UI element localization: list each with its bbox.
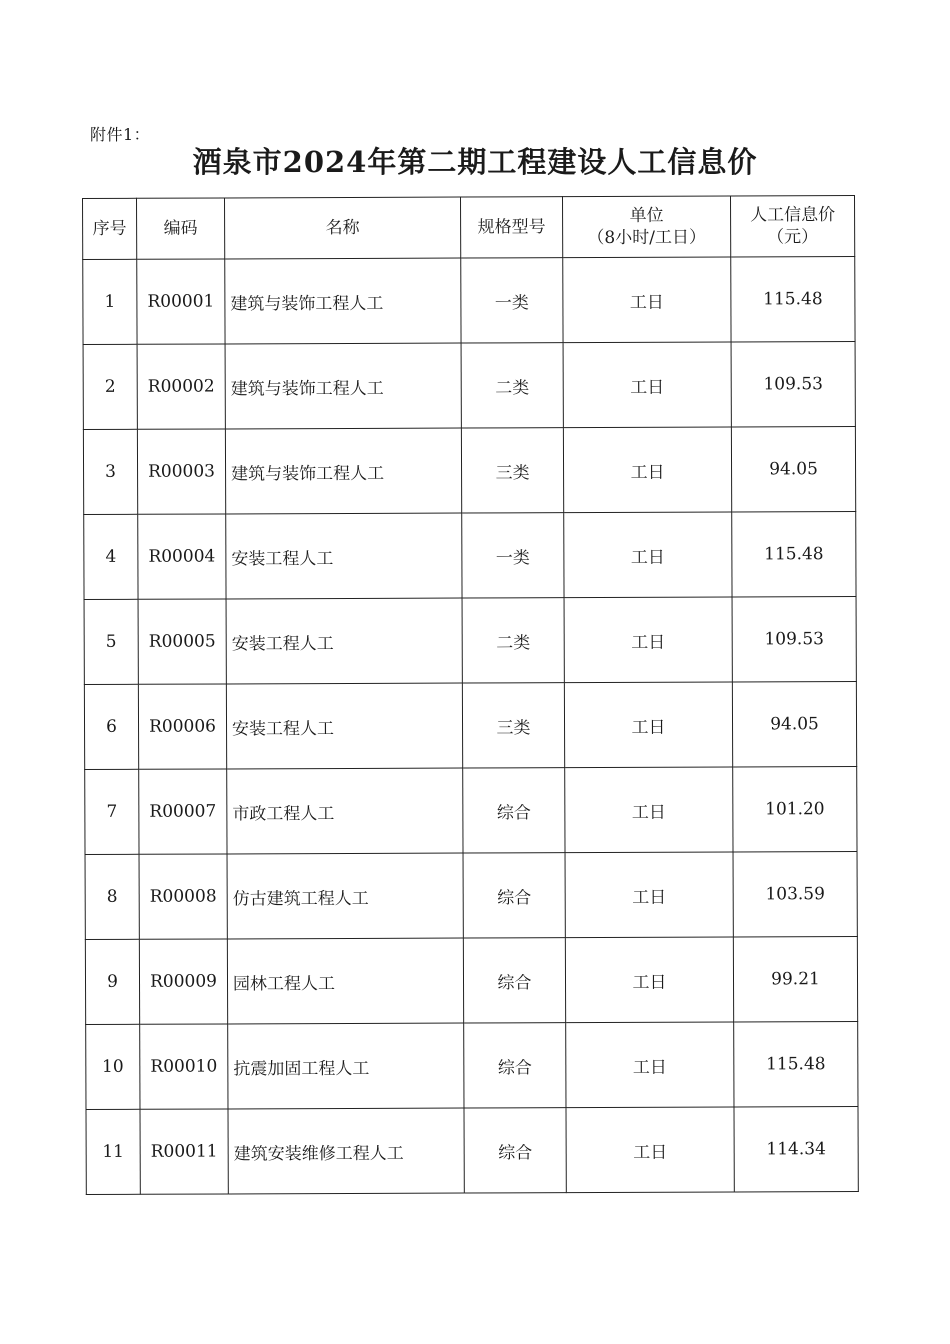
- cell-name: 建筑与装饰工程人工: [225, 428, 461, 514]
- cell-price: 103.59: [733, 852, 857, 937]
- cell-name: 建筑与装饰工程人工: [225, 258, 461, 344]
- cell-spec: 一类: [462, 513, 564, 598]
- table-body: [83, 257, 859, 1195]
- cell-unit: 工日: [566, 1107, 734, 1193]
- cell-seq: 5: [84, 599, 138, 684]
- cell-spec: 综合: [463, 768, 565, 853]
- cell-name: 建筑与装饰工程人工: [225, 343, 461, 429]
- cell-price: 101.20: [733, 767, 857, 852]
- table-header: [83, 196, 855, 260]
- cell-unit: 工日: [564, 682, 732, 768]
- cell-price: 109.53: [731, 342, 855, 427]
- cell-unit: 工日: [563, 342, 731, 428]
- table-row: [83, 342, 855, 430]
- table-row: [84, 597, 856, 685]
- cell-code: R00005: [138, 599, 226, 684]
- cell-code: R00009: [139, 939, 227, 1024]
- header-price: [730, 196, 854, 257]
- cell-spec: 三类: [462, 683, 564, 768]
- cell-unit: 工日: [565, 767, 733, 853]
- table-row: [84, 682, 856, 770]
- cell-name: 建筑安装维修工程人工: [228, 1108, 464, 1194]
- cell-name: 市政工程人工: [227, 768, 463, 854]
- cell-code: R00001: [137, 259, 225, 344]
- header-price-line2: （元）: [767, 227, 819, 248]
- cell-code: R00004: [138, 514, 226, 599]
- cell-spec: 二类: [462, 598, 564, 683]
- cell-code: R00007: [139, 769, 227, 854]
- cell-name: 安装工程人工: [226, 683, 462, 769]
- attachment-label: 附件1：: [90, 125, 151, 144]
- header-code: 编码: [137, 198, 225, 259]
- cell-name: 安装工程人工: [226, 513, 462, 599]
- cell-code: R00006: [138, 684, 226, 769]
- header-name: 名称: [225, 197, 461, 259]
- table-row: [83, 427, 855, 515]
- cell-unit: 工日: [563, 427, 731, 513]
- cell-unit: 工日: [564, 597, 732, 683]
- header-seq: 序号: [83, 198, 137, 259]
- cell-seq: 11: [86, 1109, 140, 1194]
- header-row: [83, 196, 855, 260]
- header-unit: [562, 196, 730, 258]
- cell-unit: 工日: [563, 257, 731, 343]
- cell-spec: 二类: [461, 343, 563, 428]
- cell-price: 94.05: [732, 682, 856, 767]
- cell-unit: 工日: [566, 1022, 734, 1108]
- cell-spec: 综合: [464, 1108, 566, 1193]
- table-row: [85, 852, 857, 940]
- document-title: 酒泉市2024年第二期工程建设人工信息价: [192, 145, 758, 179]
- cell-price: 114.34: [734, 1107, 858, 1192]
- cell-spec: 综合: [463, 853, 565, 938]
- cell-price: 115.48: [732, 512, 856, 597]
- cell-spec: 三类: [461, 428, 563, 513]
- cell-price: 99.21: [733, 937, 857, 1022]
- cell-name: 抗震加固工程人工: [228, 1023, 464, 1109]
- cell-code: R00002: [137, 344, 225, 429]
- header-unit-line2: （8小时/工日）: [587, 227, 706, 249]
- cell-name: 安装工程人工: [226, 598, 462, 684]
- cell-seq: 10: [86, 1024, 140, 1109]
- cell-seq: 4: [84, 514, 138, 599]
- cell-name: 仿古建筑工程人工: [227, 853, 463, 939]
- cell-seq: 7: [85, 769, 139, 854]
- header-unit-line1: 单位: [629, 205, 664, 226]
- table-row: [85, 937, 857, 1025]
- table-row: [83, 257, 855, 345]
- cell-code: R00011: [140, 1109, 228, 1194]
- labor-price-table: [82, 195, 859, 1195]
- cell-seq: 1: [83, 259, 137, 344]
- cell-unit: 工日: [565, 852, 733, 938]
- header-price-line1: 人工信息价: [750, 205, 836, 226]
- table-row: [84, 512, 856, 600]
- cell-seq: 9: [85, 939, 139, 1024]
- table-row: [85, 767, 857, 855]
- cell-spec: 综合: [464, 1023, 566, 1108]
- table-row: [86, 1022, 858, 1110]
- cell-code: R00008: [139, 854, 227, 939]
- cell-seq: 2: [83, 344, 137, 429]
- cell-unit: 工日: [564, 512, 732, 598]
- cell-spec: 综合: [463, 938, 565, 1023]
- cell-code: R00003: [137, 429, 225, 514]
- cell-seq: 6: [84, 684, 138, 769]
- cell-name: 园林工程人工: [227, 938, 463, 1024]
- cell-unit: 工日: [565, 937, 733, 1023]
- cell-price: 115.48: [731, 257, 855, 342]
- cell-seq: 8: [85, 854, 139, 939]
- table-row: [86, 1107, 858, 1195]
- cell-price: 109.53: [732, 597, 856, 682]
- header-spec: 规格型号: [460, 197, 562, 258]
- cell-price: 94.05: [731, 427, 855, 512]
- cell-seq: 3: [83, 429, 137, 514]
- cell-spec: 一类: [461, 258, 563, 343]
- cell-price: 115.48: [734, 1022, 858, 1107]
- cell-code: R00010: [140, 1024, 228, 1109]
